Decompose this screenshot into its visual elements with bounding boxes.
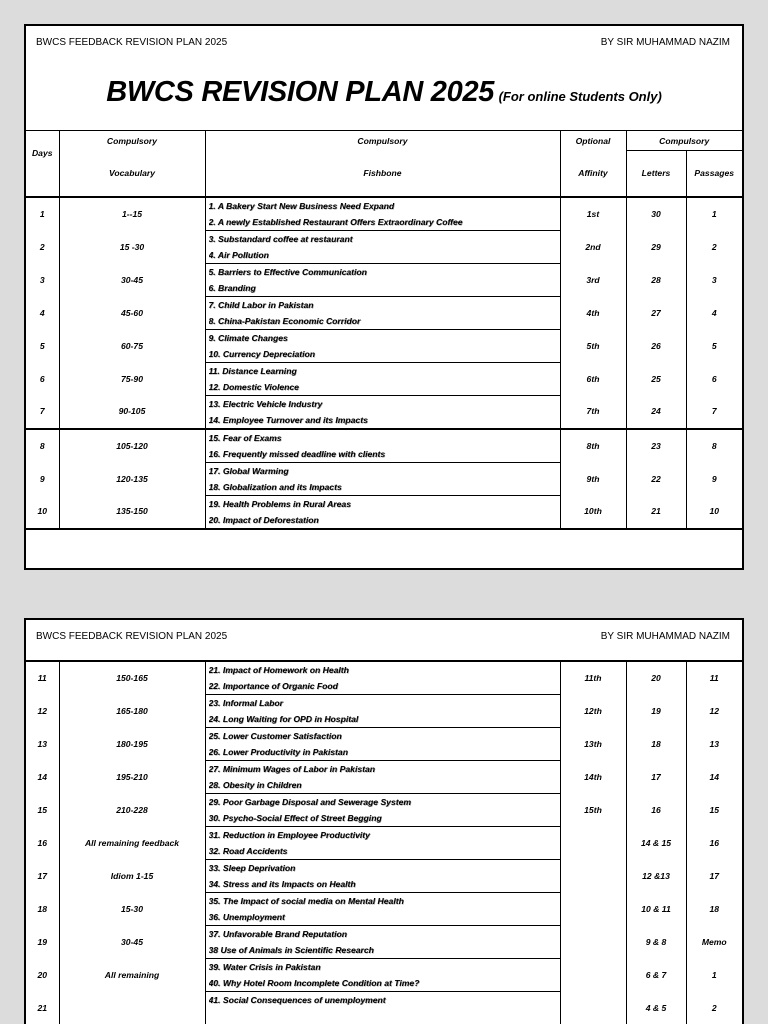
page-title	[26, 76, 742, 109]
vocab-cell: 135-150	[59, 495, 205, 529]
document-page-1	[24, 24, 744, 570]
day-cell: 8	[26, 429, 59, 463]
affinity-cell: 1st	[560, 197, 626, 231]
vocab-cell: Idiom 1-15	[59, 860, 205, 893]
affinity-cell: 4th	[560, 296, 626, 329]
fishbone-topic: 9. Climate Changes	[208, 332, 288, 343]
fishbone-topic: 39. Water Crisis in Pakistan	[208, 962, 321, 972]
fishbone-topic: 41. Social Consequences of unemployment	[208, 995, 386, 1005]
fishbone-topic: 25. Lower Customer Satisfaction	[208, 731, 342, 741]
affinity-cell: 5th	[560, 329, 626, 362]
vocab-cell: 150-165	[59, 661, 205, 695]
table-row	[26, 992, 742, 1024]
passages-cell: 15	[686, 794, 742, 827]
fishbone-cell	[205, 893, 560, 926]
passages-cell: 6	[686, 362, 742, 395]
day-cell: 19	[37, 937, 48, 947]
fishbone-cell	[205, 728, 560, 761]
fishbone-topic: 7. Child Labor in Pakistan	[208, 299, 314, 310]
vocab-cell: All remaining feedback	[59, 827, 205, 860]
letters-cell: 16	[626, 794, 686, 827]
fishbone-cell	[205, 661, 560, 695]
vocab-cell: 90-105	[59, 395, 205, 429]
fishbone-topic: 14. Employee Turnover and its Impacts	[208, 414, 368, 425]
vocab-group-header: Compulsory	[59, 131, 205, 151]
vocab-cell: 30-45	[59, 263, 205, 296]
day-cell: 15	[37, 805, 48, 815]
affinity-cell	[560, 893, 626, 926]
fishbone-cell	[205, 992, 560, 1024]
affinity-cell: 8th	[560, 429, 626, 463]
fishbone-cell	[205, 296, 560, 329]
fishbone-topic: 29. Poor Garbage Disposal and Sewerage System	[208, 797, 412, 807]
affinity-cell: 2nd	[560, 230, 626, 263]
fishbone-cell	[205, 926, 560, 959]
blank-footer-row	[26, 529, 742, 571]
letters-cell: 18	[626, 728, 686, 761]
day-cell: 18	[37, 904, 48, 914]
affinity-cell	[560, 959, 626, 992]
day-cell: 7	[39, 406, 45, 417]
fishbone-topic: 16. Frequently missed deadline with clients	[208, 448, 386, 459]
header-left: BWCS FEEDBACK REVISION PLAN 2025	[36, 631, 228, 642]
table-row	[26, 230, 742, 263]
table-row	[26, 462, 742, 495]
letters-cell: 6 & 7	[626, 959, 686, 992]
day-cell: 14	[37, 772, 48, 782]
day-cell: 2	[39, 241, 45, 252]
affinity-cell: 3rd	[560, 263, 626, 296]
passages-cell: 11	[686, 661, 742, 695]
day-cell: 1	[26, 197, 59, 231]
fishbone-topic: 15. Fear of Exams	[208, 432, 282, 443]
letters-cell: 17	[626, 761, 686, 794]
vocab-header: Vocabulary	[59, 151, 205, 197]
letters-cell: 30	[626, 197, 686, 231]
passages-cell: 10	[686, 495, 742, 529]
table-row	[26, 794, 742, 827]
fishbone-topic: 22. Importance of Organic Food	[208, 681, 338, 691]
fishbone-topic: 1. A Bakery Start New Business Need Expand	[208, 200, 395, 211]
affinity-cell	[560, 827, 626, 860]
affinity-cell: 11th	[560, 661, 626, 695]
fishbone-topic: 30. Psycho-Social Effect of Street Begging	[208, 813, 382, 823]
letters-cell: 12 &13	[626, 860, 686, 893]
day-cell: 6	[39, 373, 45, 384]
day-cell: 11	[26, 661, 59, 695]
fish-header: Fishbone	[205, 151, 560, 197]
passages-cell: 1	[686, 197, 742, 231]
title-main: BWCS REVISION PLAN 2025	[106, 76, 495, 108]
letters-cell: 25	[626, 362, 686, 395]
fishbone-cell	[205, 395, 560, 429]
table-row	[26, 959, 742, 992]
passages-cell: 18	[686, 893, 742, 926]
affinity-cell: 15th	[560, 794, 626, 827]
table-row	[26, 860, 742, 893]
fishbone-topic: 26. Lower Productivity in Pakistan	[208, 747, 348, 757]
day-cell: 5	[39, 340, 45, 351]
fishbone-topic: 24. Long Waiting for OPD in Hospital	[208, 714, 359, 724]
fishbone-cell	[205, 329, 560, 362]
letters-header: Letters	[626, 151, 686, 197]
affinity-cell	[560, 992, 626, 1024]
fishbone-topic: 3. Substandard coffee at restaurant	[208, 233, 353, 244]
affinity-header: Affinity	[560, 151, 626, 197]
fishbone-cell	[205, 695, 560, 728]
fishbone-topic	[209, 1008, 560, 1024]
day-cell: 17	[37, 871, 48, 881]
fishbone-topic: 5. Barriers to Effective Communication	[208, 266, 367, 277]
day-cell: 21	[37, 1002, 48, 1013]
title-sub: (For online Students Only)	[498, 89, 662, 104]
passages-cell: 2	[686, 992, 742, 1024]
revision-plan-table-1	[26, 130, 742, 570]
affinity-cell: 6th	[560, 362, 626, 395]
table-row	[26, 495, 742, 529]
fishbone-topic: 23. Informal Labor	[208, 698, 283, 708]
letters-cell: 21	[626, 495, 686, 529]
affinity-cell	[560, 860, 626, 893]
day-cell: 13	[37, 739, 48, 749]
vocab-cell: 165-180	[59, 695, 205, 728]
passages-cell: 7	[686, 395, 742, 429]
fishbone-cell	[205, 761, 560, 794]
vocab-cell: 15 -30	[59, 230, 205, 263]
fishbone-cell	[205, 230, 560, 263]
fishbone-topic: 35. The Impact of social media on Mental Health	[208, 896, 404, 906]
revision-plan-table-2	[26, 660, 742, 1024]
vocab-cell: 60-75	[59, 329, 205, 362]
letters-cell: 20	[626, 661, 686, 695]
fishbone-topic: 17. Global Warming	[208, 465, 289, 476]
vocab-cell: 105-120	[59, 429, 205, 463]
day-cell: 4	[39, 307, 45, 318]
header-right: BY SIR MUHAMMAD NAZIM	[600, 631, 730, 642]
day-cell: 16	[37, 838, 48, 848]
document-page-2	[24, 618, 744, 1024]
table-row	[26, 395, 742, 429]
fishbone-topic: 20. Impact of Deforestation	[208, 514, 319, 525]
day-cell: 10	[37, 506, 48, 517]
letters-cell: 27	[626, 296, 686, 329]
table-row	[26, 893, 742, 926]
letters-cell: 4 & 5	[626, 992, 686, 1024]
vocab-cell: 45-60	[59, 296, 205, 329]
fishbone-cell	[205, 263, 560, 296]
fishbone-cell	[205, 362, 560, 395]
letters-cell: 10 & 11	[626, 893, 686, 926]
vocab-cell: 180-195	[59, 728, 205, 761]
fishbone-topic: 12. Domestic Violence	[208, 381, 299, 392]
affinity-cell: 10th	[560, 495, 626, 529]
passages-cell: 2	[686, 230, 742, 263]
fishbone-topic: 10. Currency Depreciation	[208, 348, 316, 359]
vocab-cell: 210-228	[59, 794, 205, 827]
days-header: Days	[31, 148, 53, 158]
table-row	[26, 827, 742, 860]
passages-cell: 16	[686, 827, 742, 860]
day-cell: 20	[37, 970, 48, 980]
table-row	[26, 197, 742, 231]
passages-cell: 12	[686, 695, 742, 728]
fishbone-cell	[205, 827, 560, 860]
table-row	[26, 926, 742, 959]
affinity-cell: 13th	[560, 728, 626, 761]
affinity-cell: 7th	[560, 395, 626, 429]
fishbone-topic: 13. Electric Vehicle Industry	[208, 398, 323, 409]
vocab-cell: 120-135	[59, 462, 205, 495]
vocab-cell: 15-30	[59, 893, 205, 926]
fishbone-topic: 28. Obesity in Children	[208, 780, 302, 790]
fishbone-topic: 8. China-Pakistan Economic Corridor	[208, 315, 361, 326]
passages-header: Passages	[686, 151, 742, 197]
table-row	[26, 329, 742, 362]
day-cell: 3	[39, 274, 45, 285]
fishbone-topic: 37. Unfavorable Brand Reputation	[208, 929, 347, 939]
letters-cell: 28	[626, 263, 686, 296]
table-row	[26, 728, 742, 761]
affinity-cell: 12th	[560, 695, 626, 728]
fishbone-topic: 27. Minimum Wages of Labor in Pakistan	[208, 764, 375, 774]
fishbone-topic: 2. A newly Established Restaurant Offers Extraordinary Coffee	[208, 216, 463, 227]
table-row	[26, 429, 742, 463]
passages-cell: 17	[686, 860, 742, 893]
letters-cell: 24	[626, 395, 686, 429]
header-left: BWCS FEEDBACK REVISION PLAN 2025	[36, 37, 228, 48]
table-row	[26, 296, 742, 329]
fishbone-topic: 32. Road Accidents	[208, 846, 288, 856]
table-row	[26, 263, 742, 296]
fishbone-topic: 34. Stress and its Impacts on Health	[208, 879, 356, 889]
table-row	[26, 761, 742, 794]
fishbone-topic: 11. Distance Learning	[208, 365, 297, 376]
fishbone-topic: 38 Use of Animals in Scientific Research	[208, 945, 374, 955]
fishbone-topic: 36. Unemployment	[208, 912, 285, 922]
fishbone-cell	[205, 860, 560, 893]
passages-cell: 1	[686, 959, 742, 992]
header-right: BY SIR MUHAMMAD NAZIM	[600, 37, 730, 48]
table-row	[26, 362, 742, 395]
fishbone-cell	[205, 959, 560, 992]
vocab-cell: 75-90	[59, 362, 205, 395]
passages-cell: 13	[686, 728, 742, 761]
passages-cell: 9	[686, 462, 742, 495]
letters-cell: 26	[626, 329, 686, 362]
letters-cell: 22	[626, 462, 686, 495]
fishbone-cell	[205, 429, 560, 463]
day-cell: 12	[37, 706, 48, 716]
affinity-cell: 14th	[560, 761, 626, 794]
passages-cell: 5	[686, 329, 742, 362]
passages-cell: 3	[686, 263, 742, 296]
passages-cell: 14	[686, 761, 742, 794]
compulsory-group-header: Compulsory	[626, 131, 742, 151]
affinity-group-header: Optional	[560, 131, 626, 151]
letters-cell: 9 & 8	[626, 926, 686, 959]
fishbone-topic: 19. Health Problems in Rural Areas	[208, 498, 351, 509]
passages-cell: 4	[686, 296, 742, 329]
table-row	[26, 661, 742, 695]
fishbone-topic: 31. Reduction in Employee Productivity	[208, 830, 370, 840]
fishbone-topic: 6. Branding	[208, 282, 256, 293]
fishbone-cell	[205, 794, 560, 827]
fishbone-cell	[205, 462, 560, 495]
passages-cell: 8	[686, 429, 742, 463]
fishbone-topic: 4. Air Pollution	[208, 249, 269, 260]
affinity-cell: 9th	[560, 462, 626, 495]
vocab-cell: 195-210	[59, 761, 205, 794]
table-row	[26, 695, 742, 728]
letters-cell: 14 & 15	[626, 827, 686, 860]
affinity-cell	[560, 926, 626, 959]
fishbone-topic: 40. Why Hotel Room Incomplete Condition at Time?	[208, 978, 420, 988]
vocab-cell: All remaining	[59, 959, 205, 992]
fishbone-topic: 21. Impact of Homework on Health	[208, 665, 349, 675]
vocab-cell: 30-45	[59, 926, 205, 959]
letters-cell: 19	[626, 695, 686, 728]
letters-cell: 29	[626, 230, 686, 263]
fishbone-cell	[205, 495, 560, 529]
fishbone-cell	[205, 197, 560, 231]
vocab-cell	[59, 992, 205, 1024]
letters-cell: 23	[626, 429, 686, 463]
fishbone-topic: 33. Sleep Deprivation	[208, 863, 296, 873]
passages-cell: Memo	[686, 926, 742, 959]
fishbone-topic: 18. Globalization and its Impacts	[208, 481, 342, 492]
fish-group-header: Compulsory	[205, 131, 560, 151]
vocab-cell: 1--15	[59, 197, 205, 231]
day-cell: 9	[39, 473, 45, 484]
